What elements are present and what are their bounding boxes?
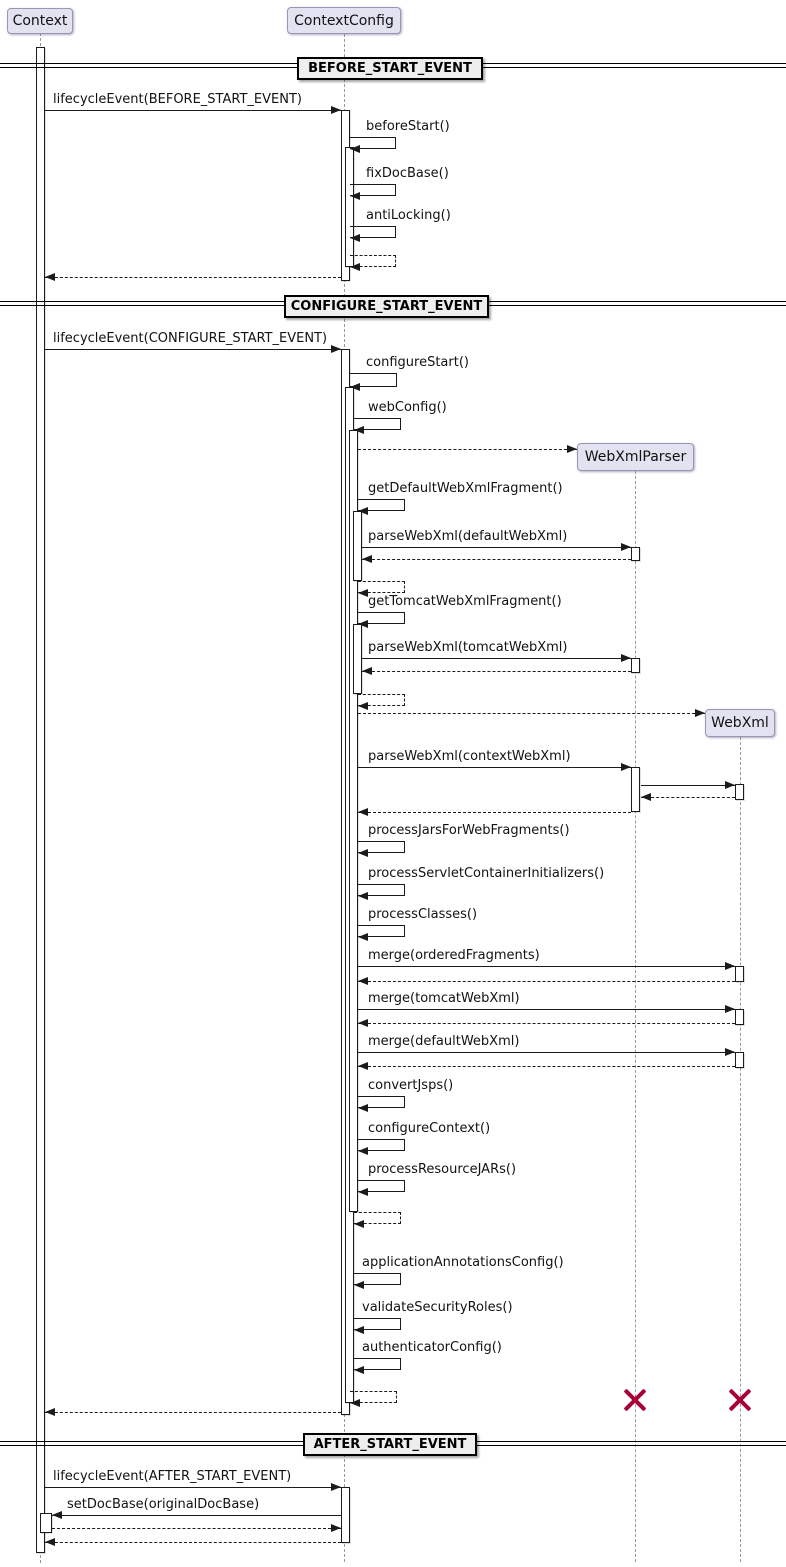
arrowhead-left <box>362 667 372 675</box>
arrowhead-left <box>45 273 55 281</box>
arrowhead-left <box>45 1408 55 1416</box>
destroy-cross-webxml <box>727 1387 753 1413</box>
arrowhead-left <box>358 977 368 985</box>
arrowhead-left <box>350 1399 360 1407</box>
message-label: lifecycleEvent(AFTER_START_EVENT) <box>53 1469 292 1484</box>
return-arrow <box>358 981 735 982</box>
arrowhead-left <box>350 263 360 271</box>
message-arrow <box>45 110 341 111</box>
message-label: parseWebXml(contextWebXml) <box>368 749 571 764</box>
message-label: beforeStart() <box>366 119 450 134</box>
participant-context <box>7 8 73 34</box>
message-label: getDefaultWebXmlFragment() <box>368 481 563 496</box>
activation-webxml-3 <box>735 1009 744 1025</box>
message-label: setDocBase(originalDocBase) <box>67 1497 260 1512</box>
activation-context-setdocbase <box>40 1513 52 1533</box>
arrowhead-left <box>358 892 368 900</box>
message-label: applicationAnnotationsConfig() <box>362 1255 564 1270</box>
divider-label: AFTER_START_EVENT <box>313 1437 467 1452</box>
return-arrow <box>362 671 631 672</box>
message-arrow <box>358 1009 735 1010</box>
arrowhead-right <box>725 962 735 970</box>
activation-webxmlparser-2 <box>631 658 640 673</box>
message-label: webConfig() <box>368 400 447 415</box>
message-label: convertJsps() <box>368 1078 454 1093</box>
activation-contextconfig-gettomcatfragment <box>353 624 362 694</box>
arrowhead-left <box>350 145 360 153</box>
message-label: processServletContainerInitializers() <box>368 866 605 881</box>
arrowhead-left <box>354 1366 364 1374</box>
return-arrow <box>641 797 735 798</box>
activation-webxml-2 <box>735 966 744 982</box>
divider-configure-start-event <box>284 295 489 318</box>
message-label: merge(tomcatWebXml) <box>368 991 520 1006</box>
message-arrow <box>45 1487 341 1488</box>
message-label: processResourceJARs() <box>368 1162 517 1177</box>
arrowhead-left <box>350 192 360 200</box>
participant-webxmlparser <box>577 443 694 471</box>
message-label: fixDocBase() <box>366 166 449 181</box>
message-arrow <box>358 966 735 967</box>
arrowhead-left <box>354 1281 364 1289</box>
arrowhead-left <box>358 507 368 515</box>
arrowhead-left <box>641 793 651 801</box>
activation-contextconfig-before-2 <box>345 147 354 267</box>
arrowhead-right <box>331 1524 341 1532</box>
message-label: processClasses() <box>368 907 478 922</box>
message-arrow <box>362 658 631 659</box>
arrowhead-left <box>354 1220 364 1228</box>
message-label: parseWebXml(tomcatWebXml) <box>368 640 568 655</box>
arrowhead-right <box>621 654 631 662</box>
message-arrow <box>641 785 735 786</box>
message-label: lifecycleEvent(CONFIGURE_START_EVENT) <box>53 331 328 346</box>
return-arrow <box>358 812 631 813</box>
arrowhead-left <box>358 702 368 710</box>
activation-contextconfig-after <box>341 1487 350 1543</box>
activation-webxmlparser-3 <box>631 767 640 812</box>
participant-label: Context <box>12 13 68 29</box>
destroy-cross-webxmlparser <box>622 1387 648 1413</box>
message-label: parseWebXml(defaultWebXml) <box>368 529 568 544</box>
arrowhead-left <box>45 1538 55 1546</box>
return-arrow <box>52 1528 341 1529</box>
arrowhead-left <box>350 383 360 391</box>
return-arrow <box>45 1542 341 1543</box>
activation-contextconfig-getdefaultfragment <box>353 511 362 581</box>
arrowhead-left <box>358 1062 368 1070</box>
arrowhead-left <box>358 808 368 816</box>
participant-contextconfig <box>287 7 401 34</box>
return-arrow <box>362 559 631 560</box>
arrowhead-right <box>621 543 631 551</box>
return-arrow <box>358 1066 735 1067</box>
message-label: antiLocking() <box>366 208 451 223</box>
arrowhead-left <box>358 620 368 628</box>
create-arrow-webxml <box>358 713 705 714</box>
divider-label: CONFIGURE_START_EVENT <box>290 299 483 314</box>
return-arrow <box>45 1412 341 1413</box>
message-label: configureContext() <box>368 1121 491 1136</box>
message-arrow <box>362 547 631 548</box>
activation-webxml-1 <box>735 784 744 800</box>
arrowhead-right <box>331 106 341 114</box>
divider-after-start-event <box>303 1433 477 1456</box>
arrowhead-left <box>358 933 368 941</box>
message-arrow <box>358 1052 735 1053</box>
activation-context-main <box>36 47 45 1553</box>
arrowhead-left <box>362 555 372 563</box>
message-arrow <box>52 1515 341 1516</box>
participant-label: ContextConfig <box>294 12 394 29</box>
arrowhead-right <box>725 1048 735 1056</box>
arrowhead-left <box>358 1019 368 1027</box>
message-label: validateSecurityRoles() <box>362 1300 513 1315</box>
arrowhead-left <box>358 849 368 857</box>
divider-before-start-event <box>297 57 483 80</box>
arrowhead-left <box>358 1147 368 1155</box>
divider-label: BEFORE_START_EVENT <box>308 61 472 76</box>
arrowhead-right <box>695 709 705 717</box>
arrowhead-left <box>358 1104 368 1112</box>
message-label: lifecycleEvent(BEFORE_START_EVENT) <box>53 92 302 107</box>
message-label: merge(orderedFragments) <box>368 948 540 963</box>
return-arrow <box>45 277 341 278</box>
arrowhead-right <box>725 781 735 789</box>
message-label: merge(defaultWebXml) <box>368 1034 520 1049</box>
arrowhead-right <box>331 1483 341 1491</box>
arrowhead-right <box>567 445 577 453</box>
lifeline-webxml <box>740 737 741 1562</box>
arrowhead-right <box>331 345 341 353</box>
create-arrow-webxmlparser <box>358 449 577 450</box>
message-label: configureStart() <box>366 355 469 370</box>
arrowhead-left <box>354 426 364 434</box>
message-arrow <box>45 349 341 350</box>
arrowhead-right <box>725 1005 735 1013</box>
arrowhead-left <box>358 1188 368 1196</box>
participant-label: WebXmlParser <box>584 449 687 465</box>
arrowhead-left <box>354 1326 364 1334</box>
arrowhead-left <box>358 589 368 597</box>
message-label: processJarsForWebFragments() <box>368 823 570 838</box>
message-arrow <box>358 767 631 768</box>
participant-label: WebXml <box>711 715 769 731</box>
activation-webxml-4 <box>735 1052 744 1068</box>
arrowhead-right <box>621 763 631 771</box>
arrowhead-left <box>350 234 360 242</box>
message-label: authenticatorConfig() <box>362 1340 502 1355</box>
activation-webxmlparser-1 <box>631 547 640 561</box>
arrowhead-left <box>52 1511 62 1519</box>
return-arrow <box>358 1023 735 1024</box>
message-label: getTomcatWebXmlFragment() <box>368 594 562 609</box>
participant-webxml <box>705 709 775 737</box>
